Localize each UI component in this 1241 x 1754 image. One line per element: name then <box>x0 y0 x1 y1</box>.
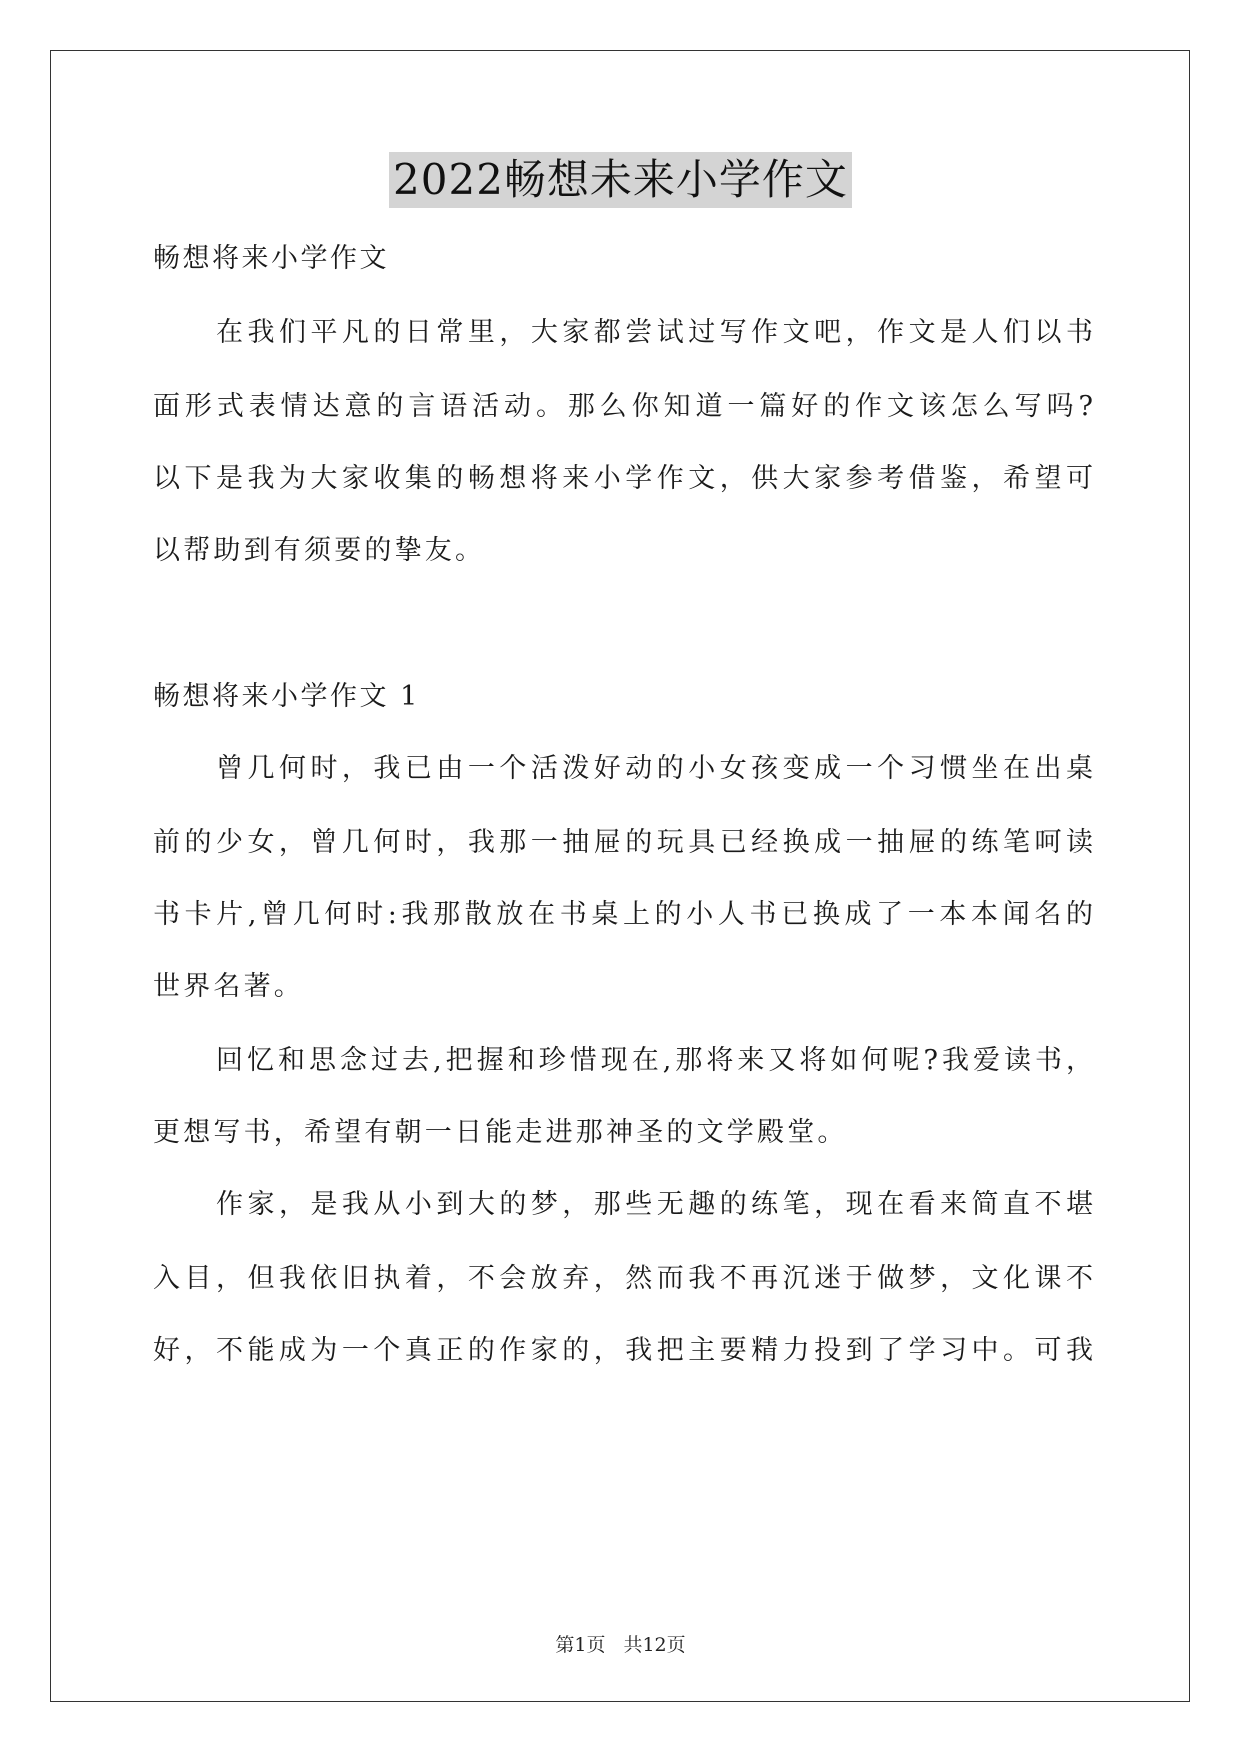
intro-heading: 畅想将来小学作文 <box>153 243 389 274</box>
page-total: 共12页 <box>623 1634 686 1656</box>
para1-line: 书卡片,曾几何时:我那散放在书桌上的小人书已换成了一本本闻名的 <box>153 899 1093 930</box>
intro-line: 面形式表情达意的言语活动。那么你知道一篇好的作文该怎么写吗? <box>153 391 1093 422</box>
para2-line: 更想写书，希望有朝一日能走进那神圣的文学殿堂。 <box>153 1117 848 1148</box>
page-border <box>50 50 1190 1702</box>
page-footer <box>0 1630 1241 1657</box>
para3-line: 入目，但我依旧执着，不会放弃，然而我不再沉迷于做梦，文化课不 <box>153 1263 1093 1294</box>
intro-line: 在我们平凡的日常里，大家都尝试过写作文吧，作文是人们以书 <box>216 317 1093 348</box>
para3-line: 作家，是我从小到大的梦，那些无趣的练笔，现在看来简直不堪 <box>216 1189 1093 1220</box>
document-title: 2022畅想未来小学作文 <box>389 152 852 208</box>
page-number: 第1页 <box>555 1634 606 1656</box>
intro-line: 以下是我为大家收集的畅想将来小学作文，供大家参考借鉴，希望可 <box>153 463 1093 494</box>
title-wrap <box>0 152 1241 208</box>
para1-line: 曾几何时，我已由一个活泼好动的小女孩变成一个习惯坐在出桌 <box>216 753 1093 784</box>
para1-line: 前的少女，曾几何时，我那一抽屉的玩具已经换成一抽屉的练笔呵读 <box>153 827 1093 858</box>
para1-line: 世界名著。 <box>153 971 304 1002</box>
para3-line: 好，不能成为一个真正的作家的，我把主要精力投到了学习中。可我 <box>153 1335 1093 1366</box>
intro-line: 以帮助到有须要的挚友。 <box>153 535 486 566</box>
essay1-heading: 畅想将来小学作文 1 <box>153 681 420 712</box>
para2-line: 回忆和思念过去,把握和珍惜现在,那将来又将如何呢?我爱读书， <box>216 1045 1093 1076</box>
